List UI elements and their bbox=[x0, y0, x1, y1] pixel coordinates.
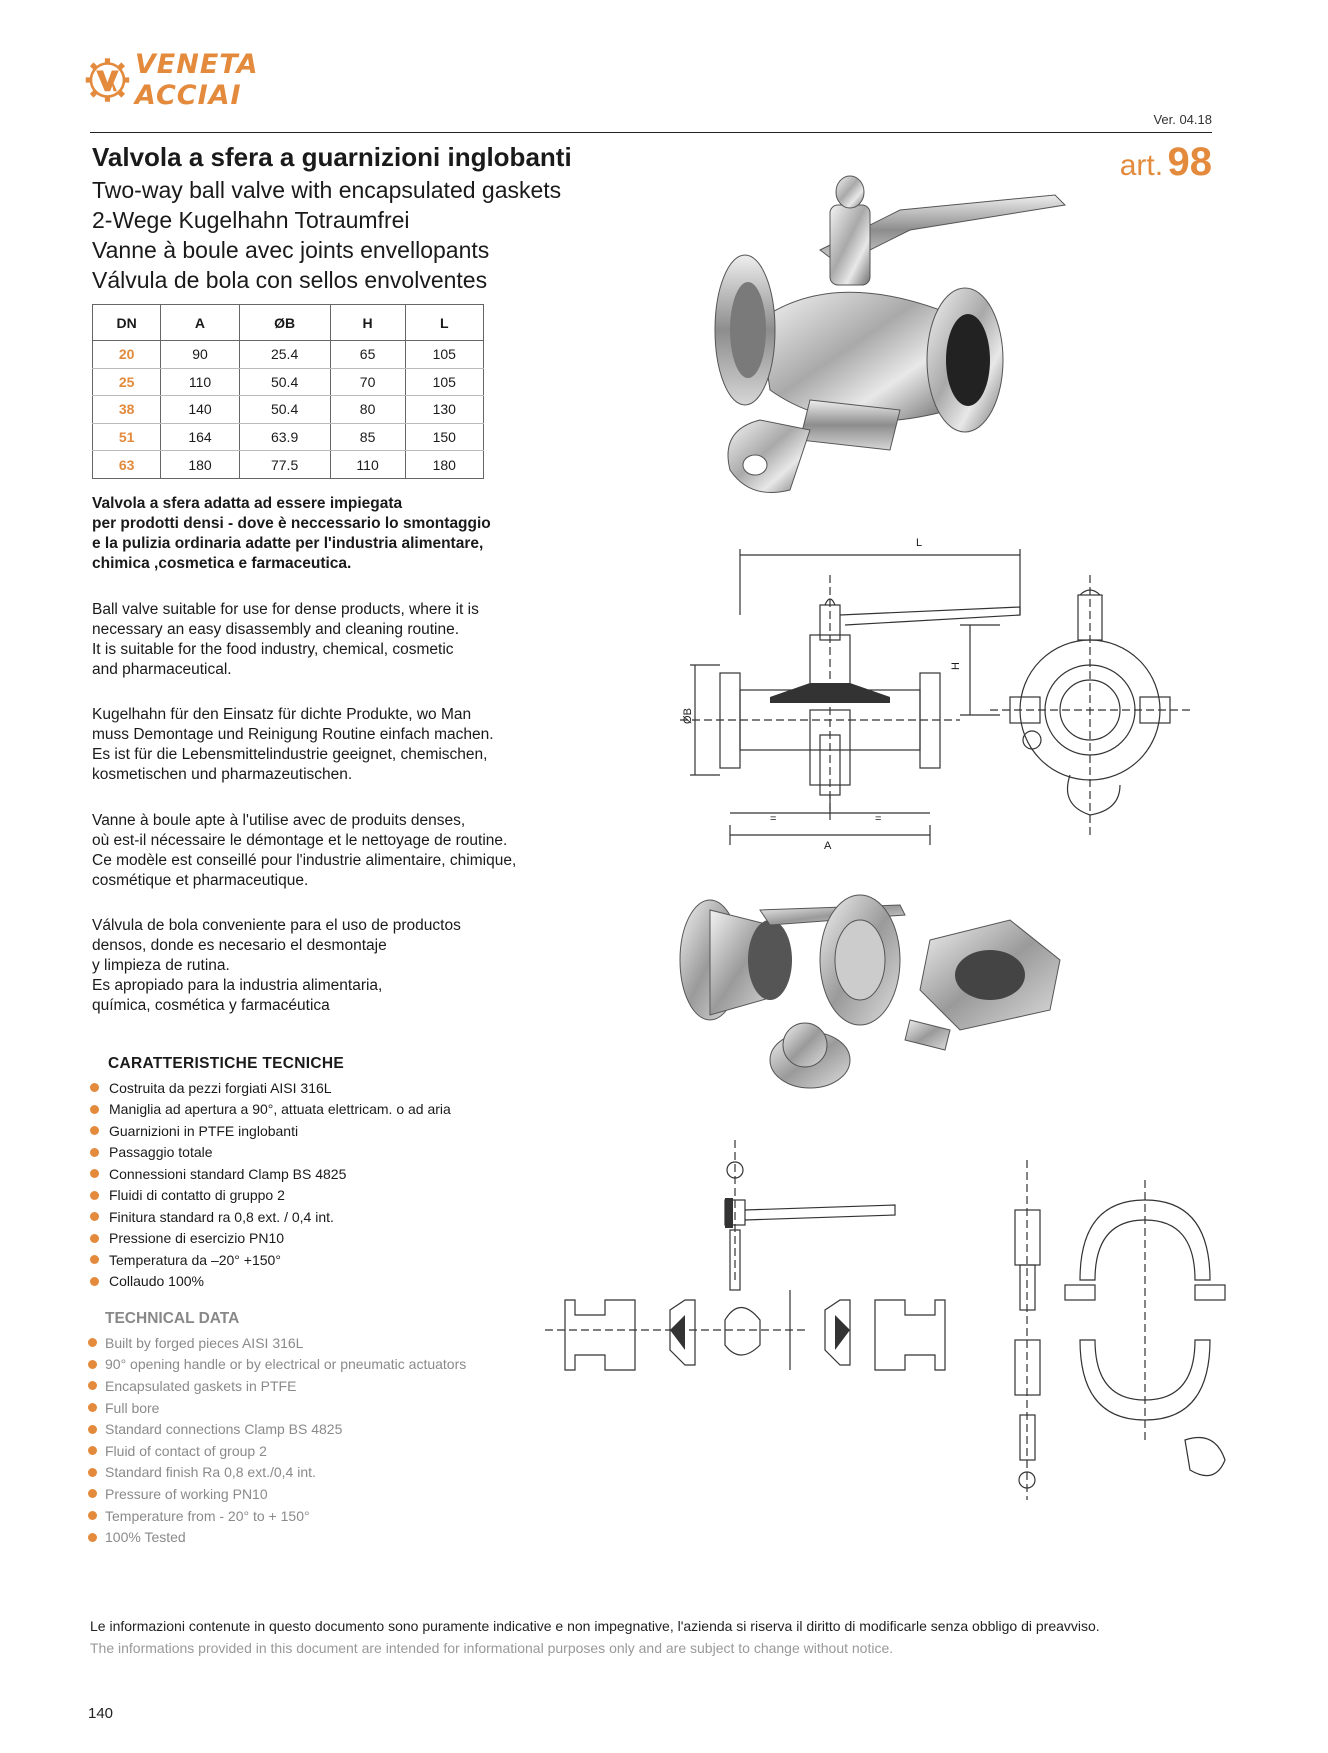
article-value: 98 bbox=[1167, 140, 1212, 184]
table-header-row bbox=[93, 305, 484, 341]
bullet-icon bbox=[90, 1126, 99, 1135]
list-item-text: Built by forged pieces AISI 316L bbox=[105, 1334, 304, 1351]
table-cell: 51 bbox=[93, 423, 161, 451]
list-item bbox=[88, 1354, 466, 1376]
dimensions-table bbox=[92, 304, 484, 479]
footer-disclaimer-en: The informations provided in this document are intended for informational purposes only and are subject to change without notice. bbox=[90, 1640, 894, 1656]
list-item bbox=[88, 1526, 466, 1548]
dimension-label-eq-left: = bbox=[770, 813, 777, 825]
bullet-icon bbox=[88, 1511, 97, 1520]
tech-specs-title-it: CARATTERISTICHE TECNICHE bbox=[108, 1055, 344, 1072]
table-cell: 80 bbox=[330, 396, 405, 424]
list-item-text: Pressure of working PN10 bbox=[105, 1485, 268, 1502]
list-item-text: Temperatura da –20° +150° bbox=[109, 1251, 281, 1268]
bullet-icon bbox=[88, 1533, 97, 1542]
exploded-parts-photo bbox=[660, 880, 1180, 1100]
table-cell: 110 bbox=[330, 451, 405, 479]
version-label: Ver. 04.18 bbox=[1153, 112, 1212, 127]
bullet-icon bbox=[90, 1255, 99, 1264]
dimension-label-h: H bbox=[949, 662, 962, 670]
table-cell: 63.9 bbox=[239, 423, 330, 451]
exploded-technical-drawing bbox=[545, 1140, 1230, 1515]
table-row bbox=[93, 396, 484, 424]
bullet-icon bbox=[90, 1234, 99, 1243]
valve-technical-drawing bbox=[660, 535, 1190, 865]
table-cell: 25.4 bbox=[239, 341, 330, 369]
table-cell: 38 bbox=[93, 396, 161, 424]
page-title: Valvola a sfera a guarnizioni inglobanti bbox=[92, 142, 572, 172]
title-translations bbox=[92, 175, 561, 295]
list-item bbox=[90, 1142, 451, 1164]
col-header: L bbox=[405, 305, 483, 341]
list-item-text: Finitura standard ra 0,8 ext. / 0,4 int. bbox=[109, 1208, 334, 1225]
list-item bbox=[88, 1505, 466, 1527]
col-header: A bbox=[161, 305, 239, 341]
gear-logo-icon bbox=[84, 53, 131, 107]
bullet-icon bbox=[88, 1468, 97, 1477]
table-cell: 105 bbox=[405, 368, 483, 396]
list-item bbox=[90, 1099, 451, 1121]
valve-photo bbox=[700, 150, 1180, 530]
table-cell: 180 bbox=[405, 451, 483, 479]
list-item bbox=[90, 1120, 451, 1142]
table-row bbox=[93, 451, 484, 479]
list-item-text: Connessioni standard Clamp BS 4825 bbox=[109, 1165, 347, 1182]
table-cell: 140 bbox=[161, 396, 239, 424]
table-cell: 164 bbox=[161, 423, 239, 451]
list-item-text: Standard connections Clamp BS 4825 bbox=[105, 1421, 343, 1438]
list-item bbox=[90, 1228, 451, 1250]
bullet-icon bbox=[90, 1277, 99, 1286]
bullet-icon bbox=[88, 1425, 97, 1434]
list-item-text: Encapsulated gaskets in PTFE bbox=[105, 1377, 297, 1394]
list-item-text: Guarnizioni in PTFE inglobanti bbox=[109, 1122, 299, 1139]
table-cell: 70 bbox=[330, 368, 405, 396]
dimension-label-l: L bbox=[916, 537, 923, 549]
list-item bbox=[90, 1206, 451, 1228]
bullet-icon bbox=[88, 1338, 97, 1347]
list-item-text: Collaudo 100% bbox=[109, 1273, 204, 1290]
footer-disclaimer-it: Le informazioni contenute in questo documento sono puramente indicative e non impegnative, l'azienda si riserva il diritto di modificarle senza obbligo di preavviso. bbox=[90, 1618, 1100, 1634]
list-item bbox=[88, 1397, 466, 1419]
list-item bbox=[88, 1440, 466, 1462]
bullet-icon bbox=[88, 1489, 97, 1498]
bullet-icon bbox=[90, 1148, 99, 1157]
bullet-icon bbox=[90, 1083, 99, 1092]
list-item-text: Passaggio totale bbox=[109, 1144, 213, 1161]
dimension-label-a: A bbox=[824, 840, 832, 852]
description-fr: Vanne à boule apte à l'utilise avec de produits denses, où est-il nécessaire le démontage et le nettoyage de routine. Ce modèle est conseillé pour l'industrie alimentaire, chimique, cosmétique et pharmaceutique. bbox=[92, 812, 517, 889]
bullet-icon bbox=[90, 1105, 99, 1114]
table-cell: 110 bbox=[161, 368, 239, 396]
bullet-icon bbox=[88, 1403, 97, 1412]
table-cell: 63 bbox=[93, 451, 161, 479]
list-item bbox=[90, 1249, 451, 1271]
table-cell: 105 bbox=[405, 341, 483, 369]
bullet-icon bbox=[88, 1446, 97, 1455]
list-item-text: Standard finish Ra 0,8 ext./0,4 int. bbox=[105, 1464, 316, 1481]
bullet-icon bbox=[88, 1381, 97, 1390]
table-cell: 50.4 bbox=[239, 368, 330, 396]
description-es: Válvula de bola conveniente para el uso de productos densos, donde es necesario el desmontaje y limpieza de rutina. Es apropiado para la industria alimentaria, química, cosmética y farmacéutica bbox=[92, 917, 461, 1014]
table-row bbox=[93, 341, 484, 369]
tech-specs-list-it bbox=[90, 1077, 451, 1292]
bullet-icon bbox=[90, 1212, 99, 1221]
list-item-text: Full bore bbox=[105, 1399, 160, 1416]
list-item bbox=[88, 1462, 466, 1484]
table-cell: 180 bbox=[161, 451, 239, 479]
title-fr: Vanne à boule avec joints envellopants bbox=[92, 237, 490, 263]
list-item-text: 100% Tested bbox=[105, 1529, 186, 1546]
table-cell: 20 bbox=[93, 341, 161, 369]
page-number: 140 bbox=[88, 1705, 114, 1722]
list-item-text: Temperature from - 20° to + 150° bbox=[105, 1507, 310, 1524]
list-item bbox=[88, 1483, 466, 1505]
table-row bbox=[93, 368, 484, 396]
description-it: Valvola a sfera adatta ad essere impiegata per prodotti densi - dove è neccessario lo smontaggio e la pulizia ordinaria adatte per l'industria alimentare, chimica ,cosmetica e farmaceutica. bbox=[92, 495, 491, 572]
title-es: Válvula de bola con sellos envolventes bbox=[92, 267, 488, 293]
list-item bbox=[90, 1271, 451, 1293]
list-item bbox=[90, 1163, 451, 1185]
col-header: ØB bbox=[239, 305, 330, 341]
list-item-text: Maniglia ad apertura a 90°, attuata elettricam. o ad aria bbox=[109, 1101, 451, 1118]
table-cell: 90 bbox=[161, 341, 239, 369]
table-cell: 65 bbox=[330, 341, 405, 369]
title-de: 2-Wege Kugelhahn Totraumfrei bbox=[92, 207, 410, 233]
bullet-icon bbox=[90, 1169, 99, 1178]
tech-specs-list-en bbox=[88, 1332, 466, 1548]
bullet-icon bbox=[90, 1191, 99, 1200]
bullet-icon bbox=[88, 1360, 97, 1369]
list-item-text: Costruita da pezzi forgiati AISI 316L bbox=[109, 1079, 332, 1096]
brand-name: VENETA ACCIAI bbox=[134, 49, 259, 111]
table-cell: 77.5 bbox=[239, 451, 330, 479]
table-row bbox=[93, 423, 484, 451]
table-cell: 50.4 bbox=[239, 396, 330, 424]
table-cell: 85 bbox=[330, 423, 405, 451]
col-header: DN bbox=[93, 305, 161, 341]
list-item bbox=[88, 1332, 466, 1354]
brand-logo bbox=[84, 49, 344, 111]
dimension-label-b: ØB bbox=[681, 708, 694, 724]
list-item-text: 90° opening handle or by electrical or pneumatic actuators bbox=[105, 1356, 467, 1373]
table-cell: 150 bbox=[405, 423, 483, 451]
list-item-text: Fluid of contact of group 2 bbox=[105, 1442, 267, 1459]
list-item bbox=[88, 1375, 466, 1397]
list-item-text: Pressione di esercizio PN10 bbox=[109, 1230, 285, 1247]
description-de: Kugelhahn für den Einsatz für dichte Produkte, wo Man muss Demontage und Reinigung Routine einfach machen. Es ist für die Lebensmittelindustrie geeignet, chemischen, kosmetischen und pharmazeutischen. bbox=[92, 706, 494, 783]
list-item bbox=[90, 1185, 451, 1207]
list-item bbox=[90, 1077, 451, 1099]
tech-specs-title-en: TECHNICAL DATA bbox=[105, 1310, 240, 1327]
list-item-text: Fluidi di contatto di gruppo 2 bbox=[109, 1187, 285, 1204]
header-divider bbox=[90, 132, 1212, 133]
article-label: art. bbox=[1119, 149, 1164, 182]
table-cell: 25 bbox=[93, 368, 161, 396]
table-cell: 130 bbox=[405, 396, 483, 424]
dimension-label-eq-right: = bbox=[875, 813, 882, 825]
title-en: Two-way ball valve with encapsulated gaskets bbox=[92, 177, 562, 203]
list-item bbox=[88, 1418, 466, 1440]
col-header: H bbox=[330, 305, 405, 341]
description-en: Ball valve suitable for use for dense products, where it is necessary an easy disassembly and cleaning routine. It is suitable for the food industry, chemical, cosmetic and pharmaceutical. bbox=[92, 601, 479, 678]
